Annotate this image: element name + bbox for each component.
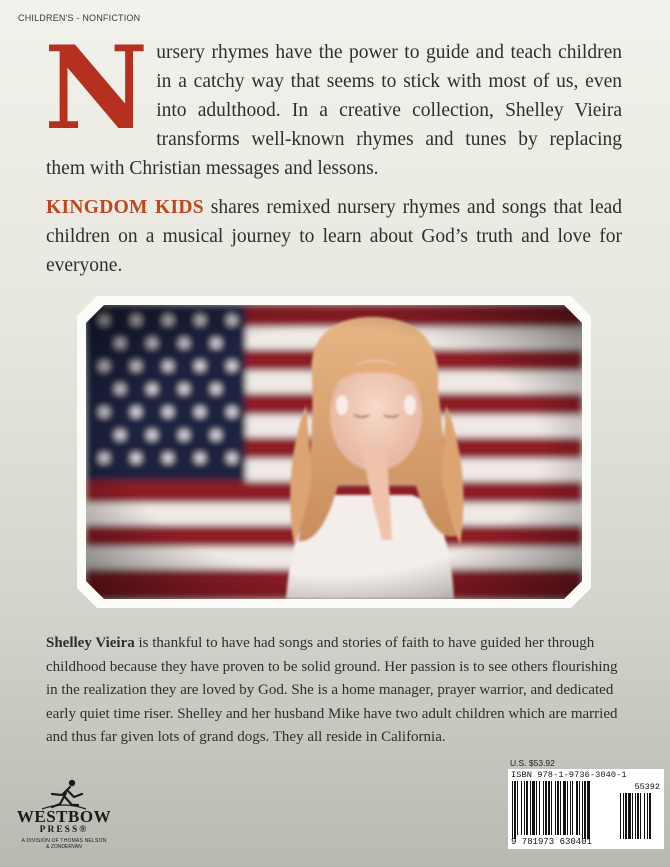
publisher-sub: PRESS® <box>39 825 89 835</box>
author-bio <box>46 632 626 750</box>
publisher-division-2: & ZONDERVAN <box>46 844 82 850</box>
intro-text: ursery rhymes have the power to guide and teach children in a catchy way that seems to stick with most of us, even into adulthood. In a creative collection, Shelley Vieira transforms well-known rhymes and tunes by replacing them with Christian messages and lessons. <box>46 42 622 179</box>
praying-girl-flag-photo <box>86 305 582 599</box>
description-paragraph <box>46 193 622 280</box>
author-name: Shelley Vieira <box>46 635 135 651</box>
isbn-text: ISBN 978-1-9736-3040-1 <box>511 770 627 780</box>
drop-cap: N <box>44 21 149 155</box>
publisher-division: A DIVISION OF THOMAS NELSON <box>21 838 107 844</box>
barcode-addon: 55392 <box>634 782 660 792</box>
cover-photo <box>86 305 582 599</box>
isbn-barcode <box>508 769 664 849</box>
price-label: U.S. $53.92 <box>510 758 555 768</box>
intro-paragraph <box>44 21 622 183</box>
runner-icon <box>14 777 114 811</box>
publisher-logo <box>14 777 114 857</box>
author-bio-text: is thankful to have had songs and stories of faith to have guided her through childhood because they have proven to be solid ground. Her passion is to see others flourishing in the realization they are loved by God. She is a home manager, prayer warrior, and dedicated early quiet time riser. Shelley and her husband Mike have two adult children which are married and thus far given lots of grand dogs. They all reside in California. <box>46 635 618 745</box>
publisher-name: WESTBOW <box>16 807 112 826</box>
description-text: shares remixed nursery rhymes and songs that lead children on a musical journey to learn about God’s truth and love for everyone. <box>46 197 623 276</box>
book-title-mention: KINGDOM KIDS <box>46 197 204 218</box>
category-label: CHILDREN'S - NONFICTION <box>18 13 141 23</box>
barcode-number: 9 781973 630401 <box>511 837 593 847</box>
